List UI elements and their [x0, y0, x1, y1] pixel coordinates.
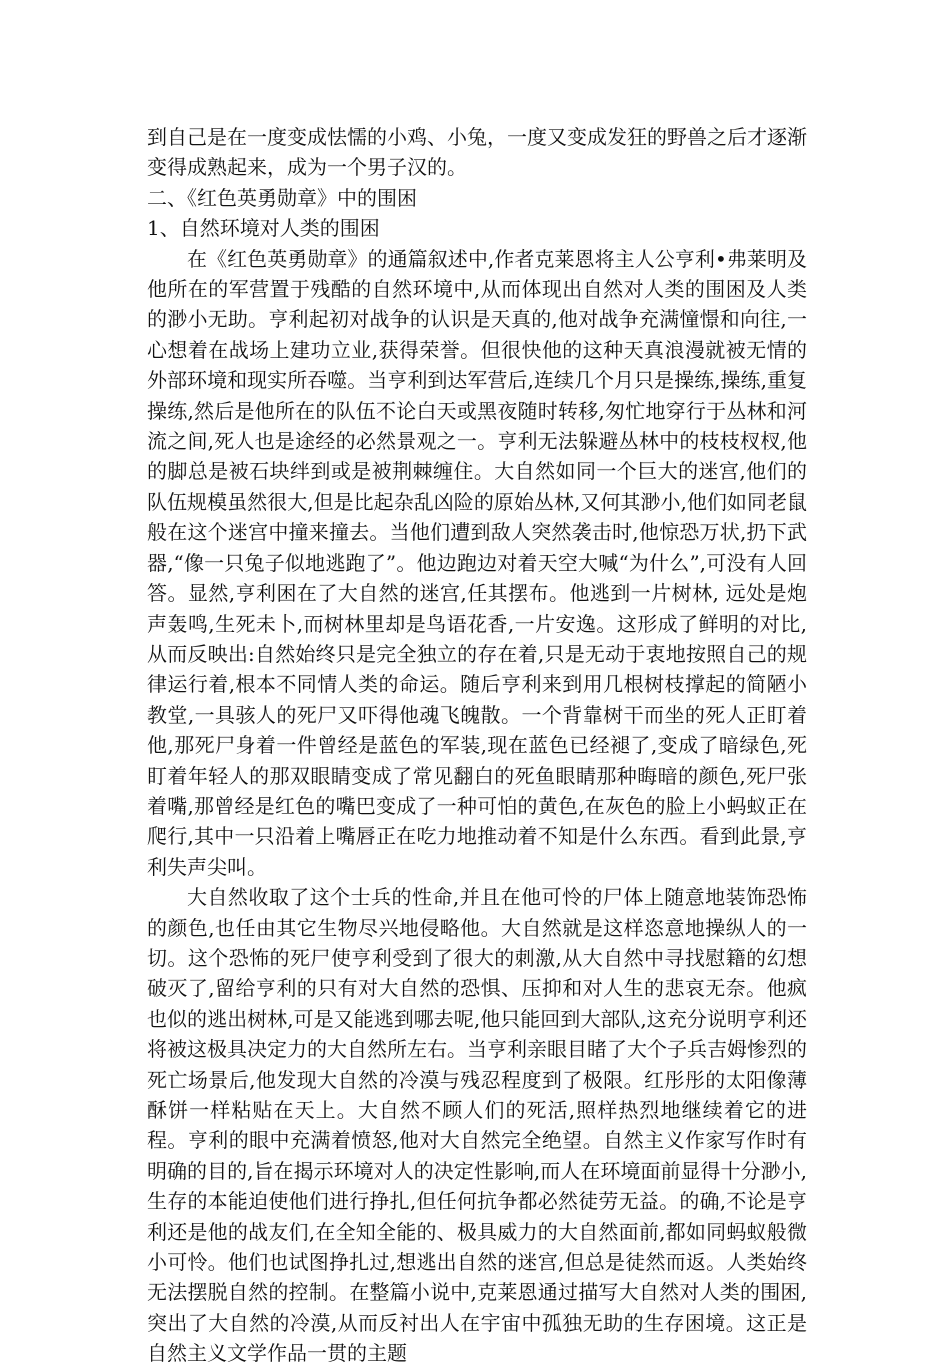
intro-paragraph: 到自己是在一度变成怯懦的小鸡、小兔，一度又变成发狂的野兽之后才逐渐变得成熟起来，成为一个男子汉的。	[147, 125, 807, 180]
body-paragraph-2: 大自然收取了这个士兵的性命,并且在他可怜的尸体上随意地装饰恐怖的颜色,也任由其它生物尽兴地侵略他。大自然就是这样恣意地操纵人的一切。这个恐怖的死尸使亨利受到了很大的刺激,从大自然中寻找慰籍的幻想破灭了,留给亨利的只有对大自然的恐惧、压抑和对人生的悲哀无奈。他疯也似的逃出树林,可是又能逃到哪去呢,他只能回到大部队,这充分说明亨利还将被这极具决定力的大自然所左右。当亨利亲眼目睹了大个子兵吉姆惨烈的死亡场景后,他发现大自然的冷漠与残忍程度到了极限。红彤彤的太阳像薄酥饼一样粘贴在天上。大自然不顾人们的死活,照样热烈地继续着它的进程。亨利的眼中充满着愤怒,他对大自然完全绝望。自然主义作家写作时有明确的目的,旨在揭示环境对人的决定性影响,而人在环境面前显得十分渺小,生存的本能迫使他们进行挣扎,但任何抗争都必然徒劳无益。的确,不论是亨利还是他的战友们,在全知全能的、极具威力的大自然面前,都如同蚂蚁般微小可怜。他们也试图挣扎过,想逃出自然的迷宫,但总是徒然而返。人类始终无法摆脱自然的控制。在整篇小说中,克莱恩通过描写大自然对人类的围困,突出了大自然的冷漠,从而反衬出人在宇宙中孤独无助的生存困境。这正是自然主义文学作品一贯的主题	[147, 885, 807, 1366]
section-heading: 二、《红色英勇勋章》中的围困	[147, 185, 417, 210]
body-paragraph-1: 在《红色英勇勋章》的通篇叙述中,作者克莱恩将主人公亨利•弗莱明及他所在的军营置于残酷的自然环境中,从而体现出自然对人类的围困及人类的渺小无助。亨利起初对战争的认识是天真的,他对战争充满憧憬和向往,一心想着在战场上建功立业,获得荣誉。但很快他的这种天真浪漫就被无情的外部环境和现实所吞噬。当亨利到达军营后,连续几个月只是操练,操练,重复操练,然后是他所在的队伍不论白天或黑夜随时转移,匆忙地穿行于丛林和河流之间,死人也是途经的必然景观之一。亨利无法躲避丛林中的枝枝杈杈,他的脚总是被石块绊到或是被荆棘缠住。大自然如同一个巨大的迷宫,他们的队伍规模虽然很大,但是比起杂乱凶险的原始丛林,又何其渺小,他们如同老鼠般在这个迷宫中撞来撞去。当他们遭到敌人突然袭击时,他惊恐万状,扔下武器,“像一只兔子似地逃跑了”。他边跑边对着天空大喊“为什么”,可没有人回答。显然,亨利困在了大自然的迷宫,任其摆布。他逃到一片树林, 远处是炮声轰鸣,生死未卜,而树林里却是鸟语花香,一片安逸。这形成了鲜明的对比,从而反映出:自然始终只是完全独立的存在着,只是无动于衷地按照自己的规律运行着,根本不同情人类的命运。随后亨利来到用几根树枝撑起的简陋小教堂,一具骇人的死尸又吓得他魂飞魄散。一个背靠树干而坐的死人正盯着他,那死尸身着一件曾经是蓝色的军装,现在蓝色已经褪了,变成了暗绿色,死盯着年轻人的那双眼睛变成了常见翻白的死鱼眼睛那种晦暗的颜色,死尸张着嘴,那曾经是红色的嘴巴变成了一种可怕的黄色,在灰色的脸上小蚂蚁正在爬行,其中一只沿着上嘴唇正在吃力地推动着不知是什么东西。看到此景,亨利失声尖叫。	[147, 246, 807, 879]
subsection-heading: 1、自然环境对人类的围困	[147, 216, 380, 241]
document-body	[147, 122, 807, 1369]
